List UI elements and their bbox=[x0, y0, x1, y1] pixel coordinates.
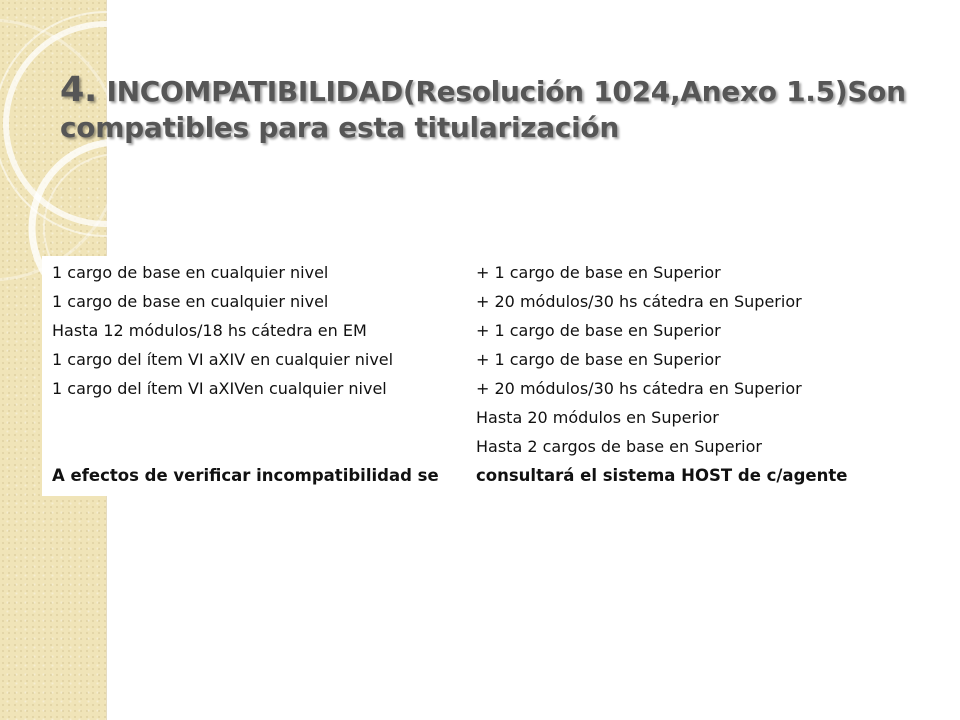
compatibility-table bbox=[42, 256, 890, 496]
row-right-cell: + 1 cargo de base en Superior bbox=[476, 350, 721, 369]
row-left-cell: A efectos de verificar incompatibilidad se bbox=[52, 466, 439, 485]
row-left-cell: 1 cargo de base en cualquier nivel bbox=[52, 292, 329, 311]
table-row bbox=[42, 258, 890, 287]
slide-title-text: INCOMPATIBILIDAD(Resolución 1024,Anexo 1.5)Son compatibles para esta titularización bbox=[60, 75, 906, 144]
row-right-cell: + 1 cargo de base en Superior bbox=[476, 321, 721, 340]
row-right-cell: consultará el sistema HOST de c/agente bbox=[476, 466, 848, 485]
slide-title bbox=[60, 72, 920, 146]
row-right-cell: + 1 cargo de base en Superior bbox=[476, 263, 721, 282]
row-right-cell: + 20 módulos/30 hs cátedra en Superior bbox=[476, 292, 802, 311]
table-row bbox=[42, 345, 890, 374]
slide-title-number: 4. bbox=[60, 70, 98, 110]
row-right-cell: Hasta 20 módulos en Superior bbox=[476, 408, 719, 427]
table-row bbox=[42, 461, 890, 490]
row-left-cell: 1 cargo de base en cualquier nivel bbox=[52, 263, 329, 282]
table-row bbox=[42, 374, 890, 403]
row-left-cell: 1 cargo del ítem VI aXIVen cualquier nivel bbox=[52, 379, 387, 398]
table-row bbox=[42, 287, 890, 316]
row-right-cell: Hasta 2 cargos de base en Superior bbox=[476, 437, 762, 456]
row-left-cell: 1 cargo del ítem VI aXIV en cualquier nivel bbox=[52, 350, 394, 369]
table-row bbox=[42, 403, 890, 432]
row-right-cell: + 20 módulos/30 hs cátedra en Superior bbox=[476, 379, 802, 398]
table-row bbox=[42, 432, 890, 461]
row-left-cell: Hasta 12 módulos/18 hs cátedra en EM bbox=[52, 321, 367, 340]
table-row bbox=[42, 316, 890, 345]
